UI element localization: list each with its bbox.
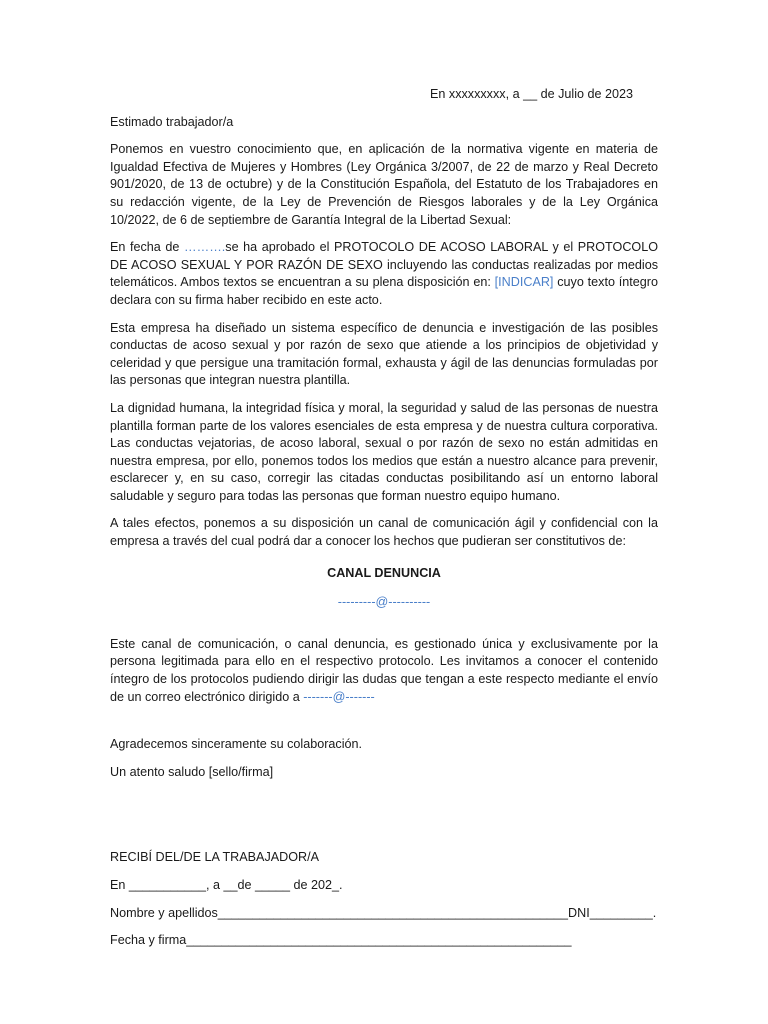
closing-line: Un atento saludo [sello/firma]: [110, 764, 274, 779]
paragraph-legal-basis: Ponemos en vuestro conocimiento que, en aplicación de la normativa vigente en materia de Igualdad Efectiva de Mujeres y Hombres (Ley Orgánica 3/2007, de 22 de marzo y Real Decreto 901/2020, de 13 de octubre) y de la Constitución Española, del Estatuto de los Trabajadores en su redacción vigente, de la Ley de Prevención de Riesgos laborales y de la Ley Orgánica 10/2022, de 6 de septiembre de Garantía Integral de la Libertad Sexual:: [110, 142, 658, 227]
para6-start: Este canal de comunicación, o canal denuncia, es gestionado única y exclusivamente por la persona legitimada para ello en el respectivo protocolo. Les invitamos a conocer el contenido íntegro de los protocolos pudiendo dirigir las dudas que tengan a este respecto mediante el envío de un correo electrónico dirigido a: [110, 636, 658, 704]
canal-denuncia-email: [110, 594, 658, 612]
canal-denuncia-title: CANAL DENUNCIA: [327, 565, 441, 580]
letter-body: [110, 86, 658, 960]
paragraph-channel-management: [110, 636, 658, 706]
spacer: [110, 716, 658, 736]
paragraph-channel-intro: A tales efectos, ponemos a su disposición un canal de comunicación ágil y confidencial con la empresa a través del cual podrá dar a conocer los hechos que pudieran ser constitutivos de:: [110, 516, 658, 549]
date-placeholder: ……….: [184, 240, 226, 255]
para2-end: cuyo texto íntegro declara con su firma haber recibido en este acto.: [110, 275, 658, 307]
paragraph-protocol-approval: [110, 239, 658, 309]
receipt-name-line: Nombre y apellidos__________________________________________________DNI_________.: [110, 905, 657, 920]
thanks-line: Agradecemos sinceramente su colaboración.: [110, 737, 363, 752]
paragraph-dignity: La dignidad humana, la integridad física y moral, la seguridad y salud de las personas de nuestra plantilla forman parte de los valores esenciales de esta empresa y de nuestra cultura corporativa. Las conductas vejatorias, de acoso laboral, sexual o por razón de sexo no están admitidas en nuestra empresa, por ello, ponemos todos los medios que están a nuestro alcance para prevenir, esclarecer y, en su caso, corregir las citadas conductas posibilitando así un entorno laboral saludable y seguro para todas las personas que forman nuestro equipo humano.: [110, 400, 658, 503]
receipt-signature-line: Fecha y firma_______________________________________________________: [110, 933, 572, 948]
para2-mid: se ha aprobado el PROTOCOLO DE ACOSO LABORAL y el PROTOCOLO DE ACOSO SEXUAL Y POR RAZÓN DE SEXO incluyendo las conductas realizadas por medios telemáticos. Ambos textos se encuentran a su plena disposición en:: [110, 240, 659, 290]
date-line: En xxxxxxxxx, a __ de Julio de 2023: [430, 87, 634, 101]
indicar-placeholder: [INDICAR]: [494, 275, 554, 290]
receipt-place-date: En ___________, a __de _____ de 202_.: [110, 878, 343, 892]
greeting: Estimado trabajador/a: [110, 114, 234, 129]
paragraph-complaint-system: Esta empresa ha diseñado un sistema específico de denuncia e investigación de las posibles conductas de acoso sexual y por razón de sexo que atiende a los principios de objetividad y celeridad y que persigue una tramitación formal, exhausta y ágil de las denuncias formuladas por las personas que integran nuestra plantilla.: [110, 320, 658, 388]
receipt-title: RECIBÍ DEL/DE LA TRABAJADOR/A: [110, 850, 320, 865]
para2-start: En fecha de: [110, 240, 184, 255]
contact-email-link[interactable]: -------@-------: [303, 689, 375, 704]
canal-email-link[interactable]: ---------@----------: [337, 595, 431, 610]
spacer: [110, 791, 658, 849]
